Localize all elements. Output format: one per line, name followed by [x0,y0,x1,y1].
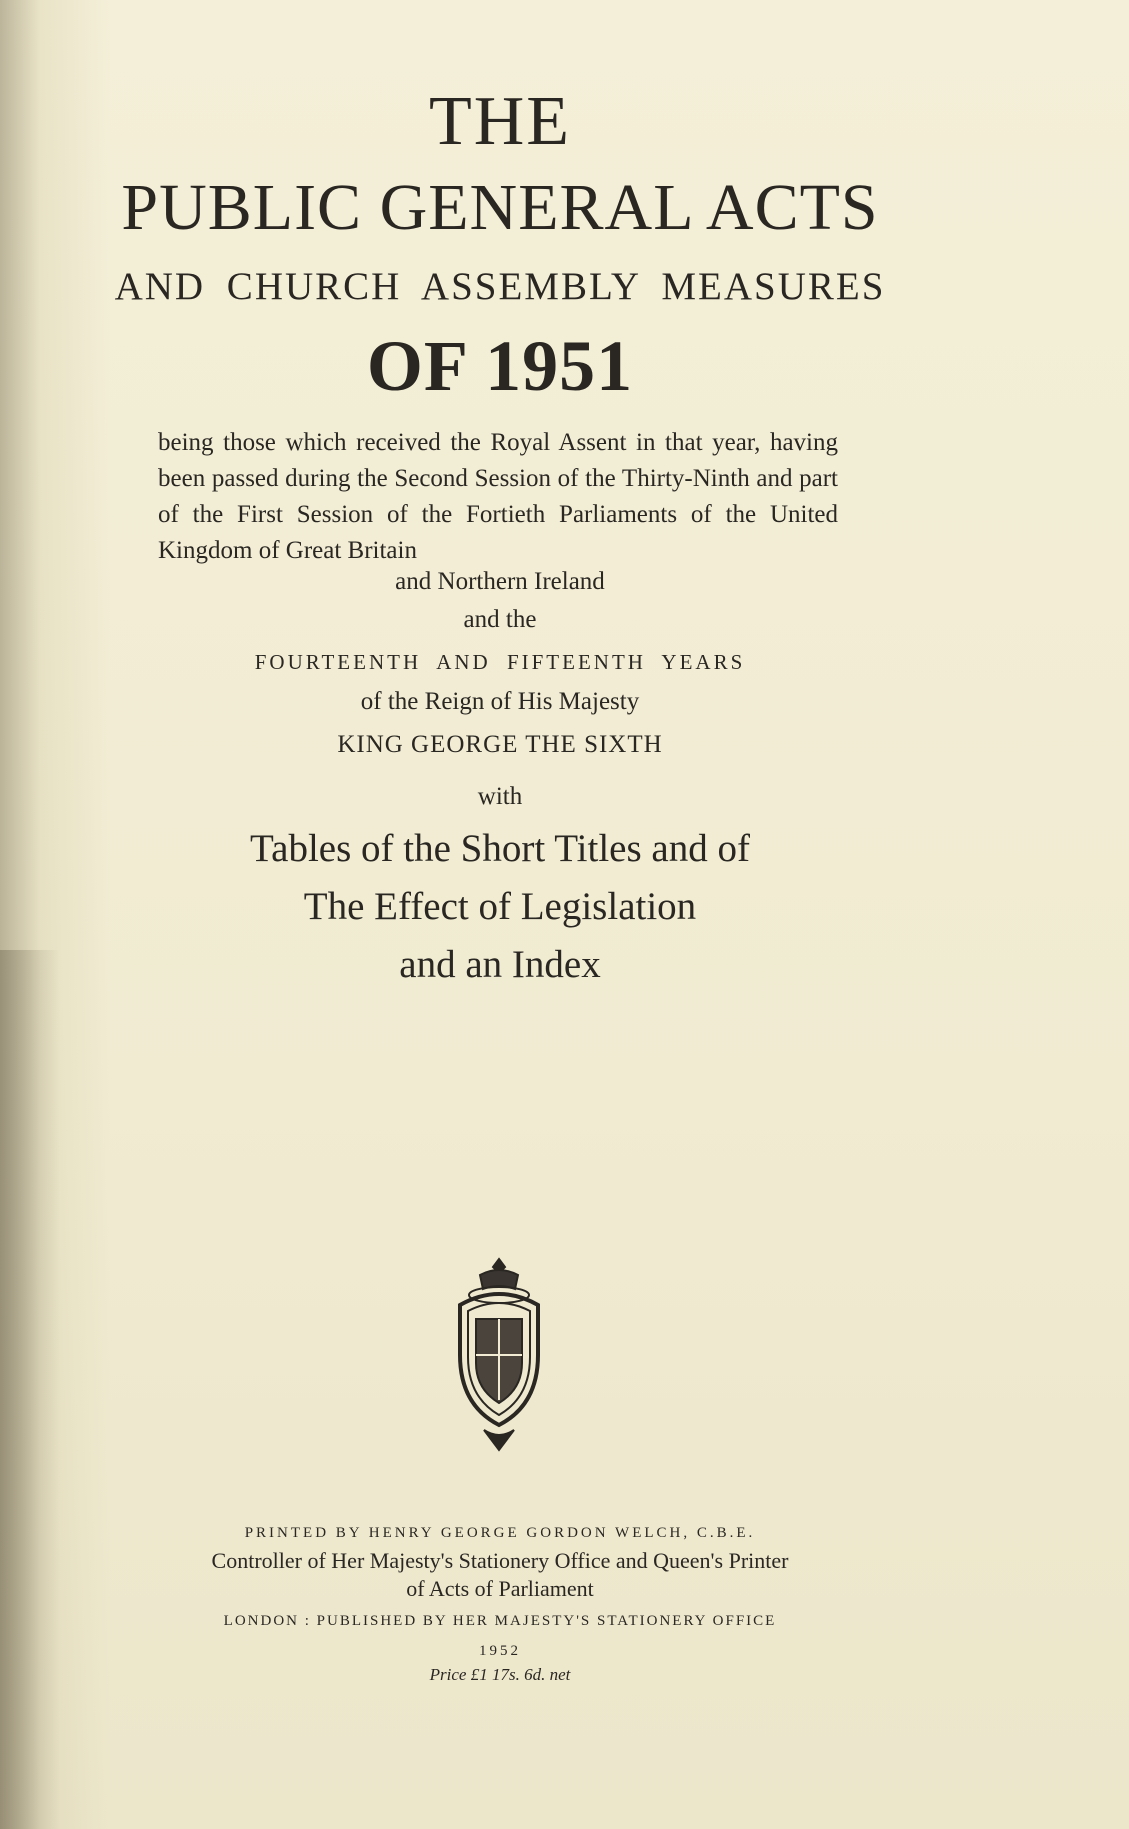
and-the-line: and the [463,606,537,633]
title-year: OF 1951 [366,326,634,406]
royal-crest-icon [440,1255,558,1455]
page-fold-shadow [0,950,60,1829]
price: Price £1 17s. 6d. net [429,1665,571,1684]
regnal-years: FOURTEENTH AND FIFTEENTH YEARS [254,650,746,674]
controller-line-1: Controller of Her Majesty's Stationery Office and Queen's Printer [211,1548,789,1573]
title-public-general-acts: PUBLIC GENERAL ACTS [121,171,879,244]
with-line: with [477,783,523,810]
king-line: KING GEORGE THE SIXTH [337,731,663,758]
title-the: THE [428,83,572,160]
published-by: LONDON : PUBLISHED BY HER MAJESTY'S STATIONERY OFFICE [223,1613,777,1629]
printed-by: PRINTED BY HENRY GEORGE GORDON WELCH, C.B.E. [244,1525,756,1541]
tables-line-2: The Effect of Legislation [303,885,697,928]
description-paragraph: being those which received the Royal Assent in that year, having been passed during the Second Session of the Thirty-Ninth and part of the First Session of the Fortieth Parliaments of the United Kingdom of Great Britain [158,429,838,564]
tables-line-3: and an Index [399,943,601,986]
publication-year: 1952 [479,1643,521,1659]
title-church-assembly: AND CHURCH ASSEMBLY MEASURES [114,265,886,308]
reign-line: of the Reign of His Majesty [360,688,640,715]
northern-ireland-line: and Northern Ireland [395,568,605,595]
tables-line-1: Tables of the Short Titles and of [250,827,750,870]
controller-line-2: of Acts of Parliament [406,1576,594,1601]
